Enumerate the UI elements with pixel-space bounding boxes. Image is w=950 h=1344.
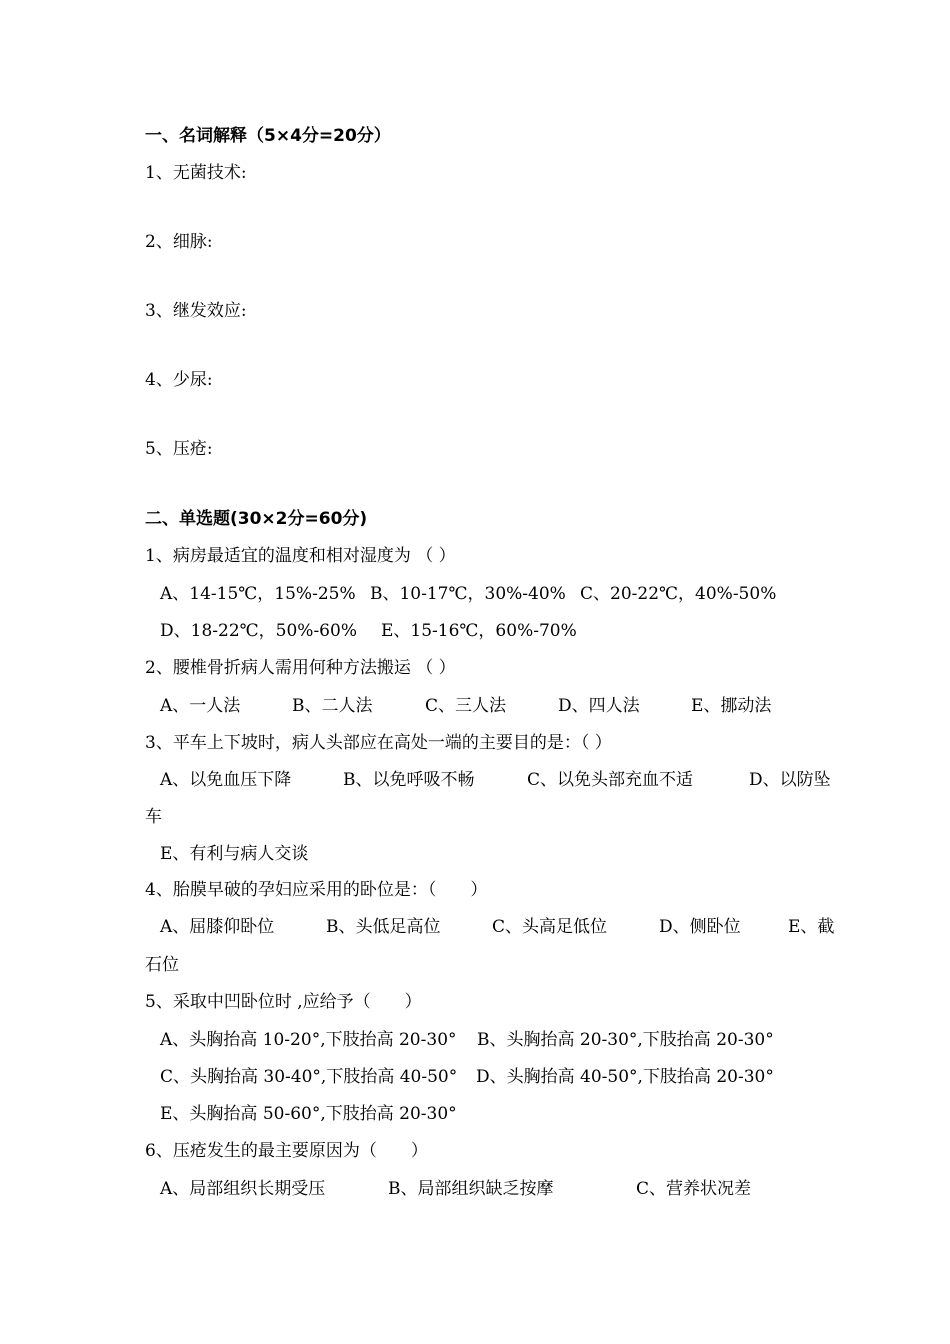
section1-heading: 一、名词解释（5×4分=20分） [145, 126, 391, 146]
answer-option: D、四人法 [558, 696, 640, 716]
answer-option: B、10-17℃，30%-40% [370, 584, 566, 604]
answer-option: A、14-15℃，15%-25% [160, 584, 356, 604]
question-stem: 6、压疮发生的最主要原因为（ ） [145, 1141, 428, 1161]
answer-option: B、头低足高位 [326, 917, 441, 937]
answer-option: E、截 [788, 917, 835, 937]
answer-option: E、头胸抬高 50-60°,下肢抬高 20-30° [160, 1104, 457, 1124]
answer-option: A、以免血压下降 [160, 770, 292, 790]
question-stem: 1、病房最适宜的温度和相对湿度为 （ ） [145, 546, 456, 566]
answer-option: B、局部组织缺乏按摩 [388, 1179, 554, 1199]
term-item: 1、无菌技术: [145, 163, 247, 183]
answer-option-wrap: 石位 [145, 955, 179, 975]
answer-option: B、头胸抬高 20-30°,下肢抬高 20-30° [477, 1030, 774, 1050]
answer-option-wrap: 车 [145, 807, 162, 827]
answer-option: D、以防坠 [749, 770, 831, 790]
answer-option: A、一人法 [160, 696, 241, 716]
answer-option: A、头胸抬高 10-20°,下肢抬高 20-30° [160, 1030, 457, 1050]
answer-option: E、挪动法 [691, 696, 772, 716]
question-stem: 4、胎膜早破的孕妇应采用的卧位是：（ ） [145, 880, 488, 900]
answer-option: D、头胸抬高 40-50°,下肢抬高 20-30° [476, 1067, 774, 1087]
answer-option: D、侧卧位 [659, 917, 741, 937]
answer-option: C、三人法 [425, 696, 507, 716]
answer-option: E、有利与病人交谈 [160, 844, 309, 864]
question-stem: 2、腰椎骨折病人需用何种方法搬运 （ ） [145, 658, 456, 678]
question-stem: 3、平车上下坡时，病人头部应在高处一端的主要目的是：（ ） [145, 733, 612, 753]
term-item: 2、细脉: [145, 232, 213, 252]
question-stem: 5、采取中凹卧位时 ,应给予（ ） [145, 992, 422, 1012]
answer-option: C、头胸抬高 30-40°,下肢抬高 40-50° [160, 1067, 458, 1087]
answer-option: C、营养状况差 [636, 1179, 752, 1199]
section2-heading: 二、单选题(30×2分=60分) [145, 509, 368, 529]
answer-option: C、20-22℃，40%-50% [580, 584, 777, 604]
term-item: 3、继发效应: [145, 301, 247, 321]
answer-option: B、以免呼吸不畅 [343, 770, 475, 790]
answer-option: A、局部组织长期受压 [160, 1179, 326, 1199]
answer-option: E、15-16℃，60%-70% [381, 621, 577, 641]
answer-option: D、18-22℃，50%-60% [160, 621, 357, 641]
answer-option: C、以免头部充血不适 [527, 770, 694, 790]
answer-option: A、屈膝仰卧位 [160, 917, 275, 937]
answer-option: C、头高足低位 [492, 917, 608, 937]
answer-option: B、二人法 [292, 696, 373, 716]
term-item: 5、压疮: [145, 439, 213, 459]
term-item: 4、少尿: [145, 370, 213, 390]
